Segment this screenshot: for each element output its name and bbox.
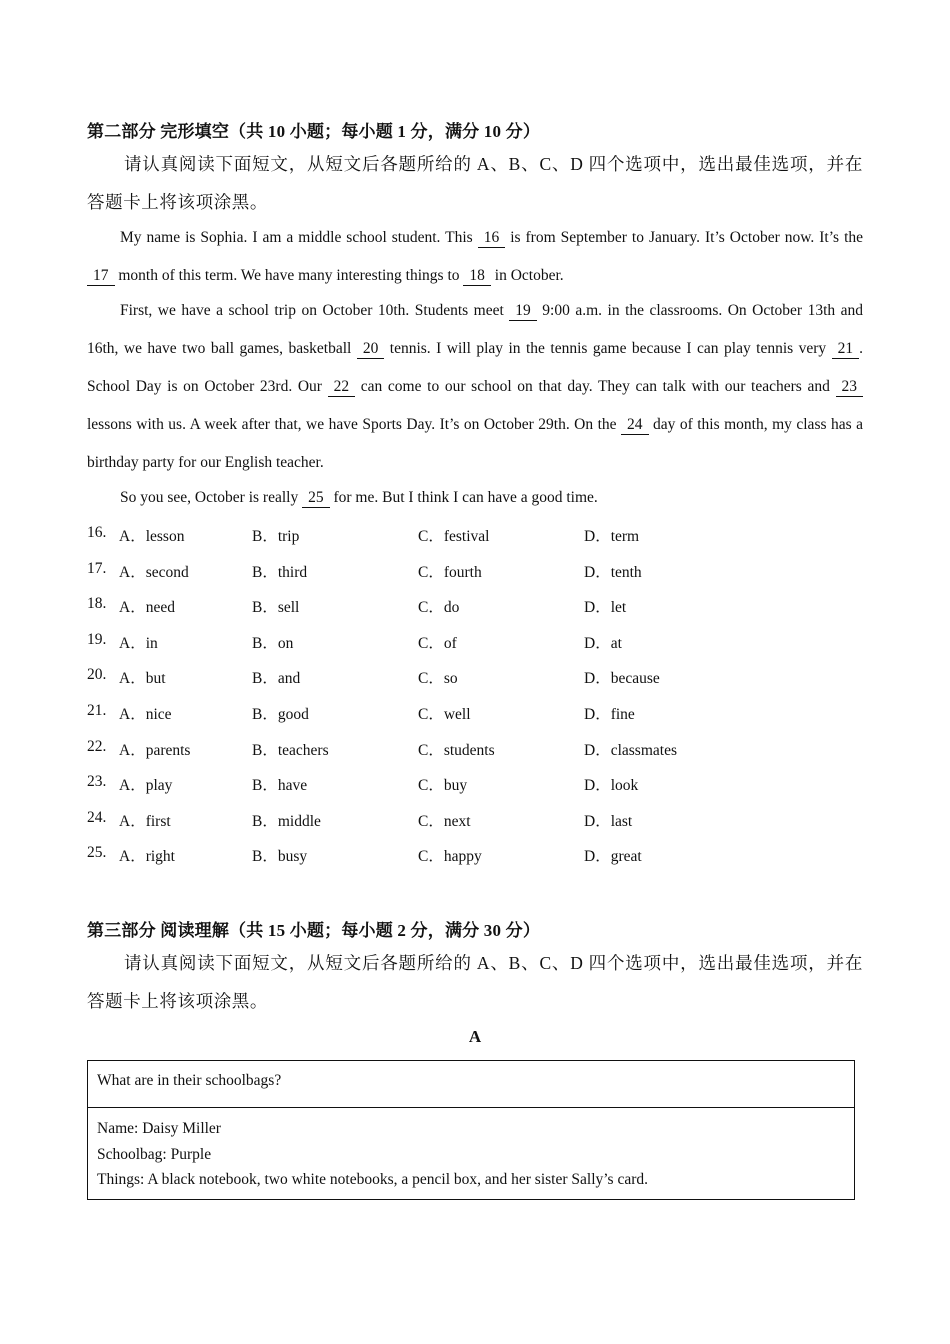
table-things-line: Things: A black notebook, two white notebooks, a pencil box, and her sister Sally’s card.	[97, 1171, 649, 1188]
question-number: 24.	[87, 809, 107, 826]
passage-text: First, we have a school trip on October 10th. Students meet	[120, 302, 504, 319]
option-b[interactable]: B．busy	[252, 848, 308, 865]
option-d[interactable]: D．last	[584, 813, 633, 830]
question-23	[87, 773, 863, 795]
question-25	[87, 844, 863, 866]
option-a[interactable]: A．right	[119, 848, 175, 865]
question-number: 22.	[87, 738, 107, 755]
schoolbag-table	[87, 1060, 855, 1200]
table-title: What are in their schoolbags?	[97, 1072, 282, 1089]
option-b[interactable]: B．good	[252, 706, 309, 723]
option-c[interactable]: C．happy	[418, 848, 482, 865]
option-d[interactable]: D．fine	[584, 706, 635, 723]
question-18	[87, 595, 863, 617]
question-20	[87, 666, 863, 688]
option-c[interactable]: C．students	[418, 742, 495, 759]
part2-instruction: 请认真阅读下面短文，从短文后各题所给的 A、B、C、D 四个选项中，选出最佳选项，并在答题卡上将该项涂黑。	[87, 154, 863, 212]
section-a-label: A	[468, 1027, 482, 1046]
option-b[interactable]: B．middle	[252, 813, 321, 830]
blank-19: 19	[509, 302, 537, 321]
option-c[interactable]: C．fourth	[418, 564, 482, 581]
table-schoolbag-line: Schoolbag: Purple	[97, 1145, 212, 1163]
passage-text: 9:00 a.m. in the classrooms. On October 13th and 16th, we have two ball games, basketball	[87, 302, 864, 357]
question-number: 25.	[87, 844, 107, 861]
option-d[interactable]: D．at	[584, 635, 622, 652]
option-a[interactable]: A．lesson	[119, 528, 185, 545]
option-d[interactable]: D．let	[584, 599, 627, 616]
option-c[interactable]: C．next	[418, 813, 471, 830]
option-b[interactable]: B．trip	[252, 528, 300, 545]
blank-16: 16	[478, 229, 506, 248]
passage-text: for me. But I think I can have a good time.	[333, 489, 598, 506]
option-a[interactable]: A．first	[119, 813, 171, 830]
part2-heading: 第二部分 完形填空（共 10 小题；每小题 1 分，满分 10 分）	[87, 122, 541, 141]
passage-paragraph-3	[87, 479, 863, 517]
question-number: 16.	[87, 524, 107, 541]
part3-heading: 第三部分 阅读理解（共 15 小题；每小题 2 分，满分 30 分）	[87, 921, 541, 940]
option-d[interactable]: D．term	[584, 528, 640, 545]
question-22	[87, 738, 863, 760]
passage-text: month of this term. We have many interesting things to	[118, 267, 460, 284]
question-number: 20.	[87, 666, 107, 683]
passage-text: tennis. I will play in the tennis game because I can play tennis very	[389, 340, 827, 357]
option-c[interactable]: C．well	[418, 706, 471, 723]
passage-text: lessons with us. A week after that, we have Sports Day. It’s on October 29th. On the	[87, 416, 617, 433]
table-name-line: Name: Daisy Miller	[97, 1120, 221, 1137]
option-b[interactable]: B．sell	[252, 599, 300, 616]
passage-text: in October.	[494, 267, 564, 284]
option-d[interactable]: D．look	[584, 777, 639, 794]
option-c[interactable]: C．so	[418, 670, 458, 687]
passage-paragraph-2	[87, 292, 863, 482]
option-b[interactable]: B．have	[252, 777, 308, 794]
option-d[interactable]: D．great	[584, 848, 642, 865]
table-content-row	[88, 1108, 854, 1199]
passage-text: can come to our school on that day. They can talk with our teachers and	[360, 378, 830, 395]
option-d[interactable]: D．because	[584, 670, 660, 687]
option-a[interactable]: A．need	[119, 599, 175, 616]
passage-text: My name is Sophia. I am a middle school student. This	[120, 229, 473, 246]
question-24	[87, 809, 863, 831]
option-a[interactable]: A．play	[119, 777, 173, 794]
option-c[interactable]: C．do	[418, 599, 460, 616]
blank-21: 21	[832, 340, 860, 359]
question-16	[87, 524, 863, 546]
option-b[interactable]: B．and	[252, 670, 301, 687]
passage-text: So you see, October is really	[120, 489, 299, 506]
question-number: 23.	[87, 773, 107, 790]
question-number: 21.	[87, 702, 107, 719]
option-b[interactable]: B．on	[252, 635, 294, 652]
option-a[interactable]: A．second	[119, 564, 189, 581]
option-d[interactable]: D．classmates	[584, 742, 677, 759]
passage-text: . School Day is on October 23rd. Our	[87, 340, 864, 395]
question-number: 17.	[87, 560, 107, 577]
option-a[interactable]: A．parents	[119, 742, 191, 759]
passage-text: day of this month, my class has a birthday party for our English teacher.	[87, 416, 864, 471]
passage-paragraph-1	[87, 219, 863, 295]
question-number: 18.	[87, 595, 107, 612]
blank-22: 22	[328, 378, 356, 397]
option-d[interactable]: D．tenth	[584, 564, 642, 581]
part3-instruction: 请认真阅读下面短文，从短文后各题所给的 A、B、C、D 四个选项中，选出最佳选项，并在答题卡上将该项涂黑。	[87, 953, 863, 1011]
blank-25: 25	[302, 489, 330, 508]
option-b[interactable]: B．third	[252, 564, 308, 581]
option-c[interactable]: C．festival	[418, 528, 490, 545]
option-a[interactable]: A．but	[119, 670, 166, 687]
question-number: 19.	[87, 631, 107, 648]
blank-24: 24	[621, 416, 649, 435]
question-21	[87, 702, 863, 724]
blank-18: 18	[463, 267, 491, 286]
option-a[interactable]: A．nice	[119, 706, 172, 723]
passage-text: is from September to January. It’s October now. It’s the	[510, 229, 864, 246]
question-19	[87, 631, 863, 653]
option-c[interactable]: C．buy	[418, 777, 468, 794]
question-17	[87, 560, 863, 582]
blank-17: 17	[87, 267, 115, 286]
blank-23: 23	[836, 378, 864, 397]
option-c[interactable]: C．of	[418, 635, 457, 652]
table-title-row	[88, 1061, 854, 1108]
option-a[interactable]: A．in	[119, 635, 158, 652]
option-b[interactable]: B．teachers	[252, 742, 329, 759]
blank-20: 20	[357, 340, 385, 359]
